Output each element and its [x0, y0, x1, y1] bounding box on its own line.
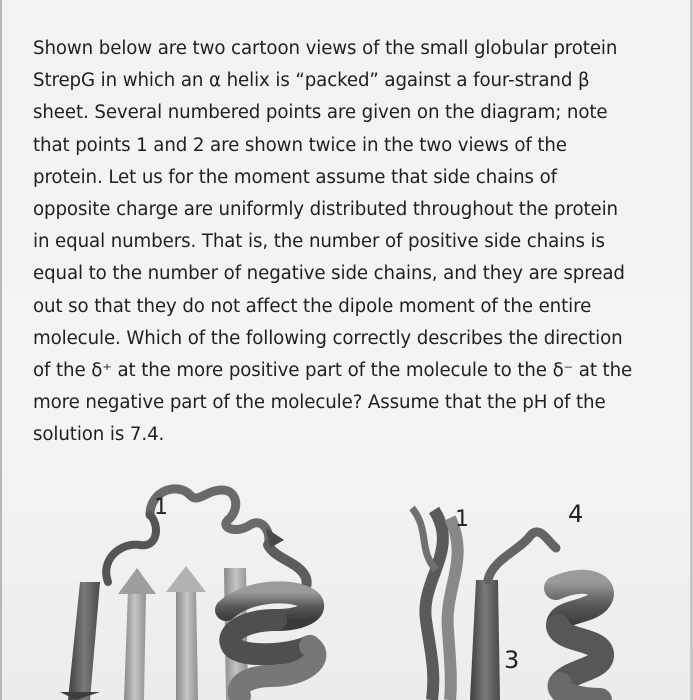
question-line: Shown below are two cartoon views of the small globular protein [33, 38, 618, 59]
right-alpha-helix [556, 582, 602, 700]
question-line: more negative part of the molecule? Assume that the pH of the [33, 392, 606, 414]
right-strand-bundle-2 [448, 518, 458, 700]
question-line: out so that they do not affect the dipole moment of the entire [33, 295, 592, 317]
left-protein-view [60, 489, 315, 700]
question-line: solution is 7.4. [33, 424, 165, 446]
right-label-point-3: 3 [504, 646, 520, 674]
left-strand-1 [68, 582, 100, 700]
right-strand-bundle-1 [425, 510, 442, 700]
question-line: that points 1 and 2 are shown twice in the two views of the [33, 134, 567, 156]
question-line: of the δ⁺ at the more positive part of the molecule to the δ⁻ at the [33, 360, 633, 382]
protein-figure [0, 470, 693, 700]
question-line: in equal numbers. That is, the number of positive side chains is [33, 231, 605, 253]
right-label-point-4: 4 [568, 500, 584, 528]
left-strand-2-arrow [118, 568, 156, 594]
left-loop-tube-2 [106, 515, 156, 582]
question-line: opposite charge are uniformly distributed throughout the protein [33, 199, 618, 221]
right-protein-view [412, 500, 602, 700]
right-label-point-1: 1 [455, 507, 469, 532]
right-strand-4 [470, 580, 500, 700]
question-line: StrepG in which an α helix is “packed” against a four-strand β [33, 70, 590, 92]
left-strand-3-arrow [166, 566, 206, 592]
question-line: sheet. Several numbered points are given on the diagram; note [33, 102, 608, 124]
right-loop-tube [488, 532, 556, 580]
left-strand-3 [176, 588, 198, 700]
question-line: molecule. Which of the following correctly describes the direction [33, 327, 623, 349]
question-line: equal to the number of negative side chains, and they are spread [33, 263, 625, 285]
question-line: protein. Let us for the moment assume that side chains of [33, 166, 557, 188]
left-strand-2 [124, 590, 146, 700]
left-label-point-1: 1 [154, 495, 168, 520]
question-text [33, 33, 668, 452]
left-alpha-helix [226, 592, 315, 696]
